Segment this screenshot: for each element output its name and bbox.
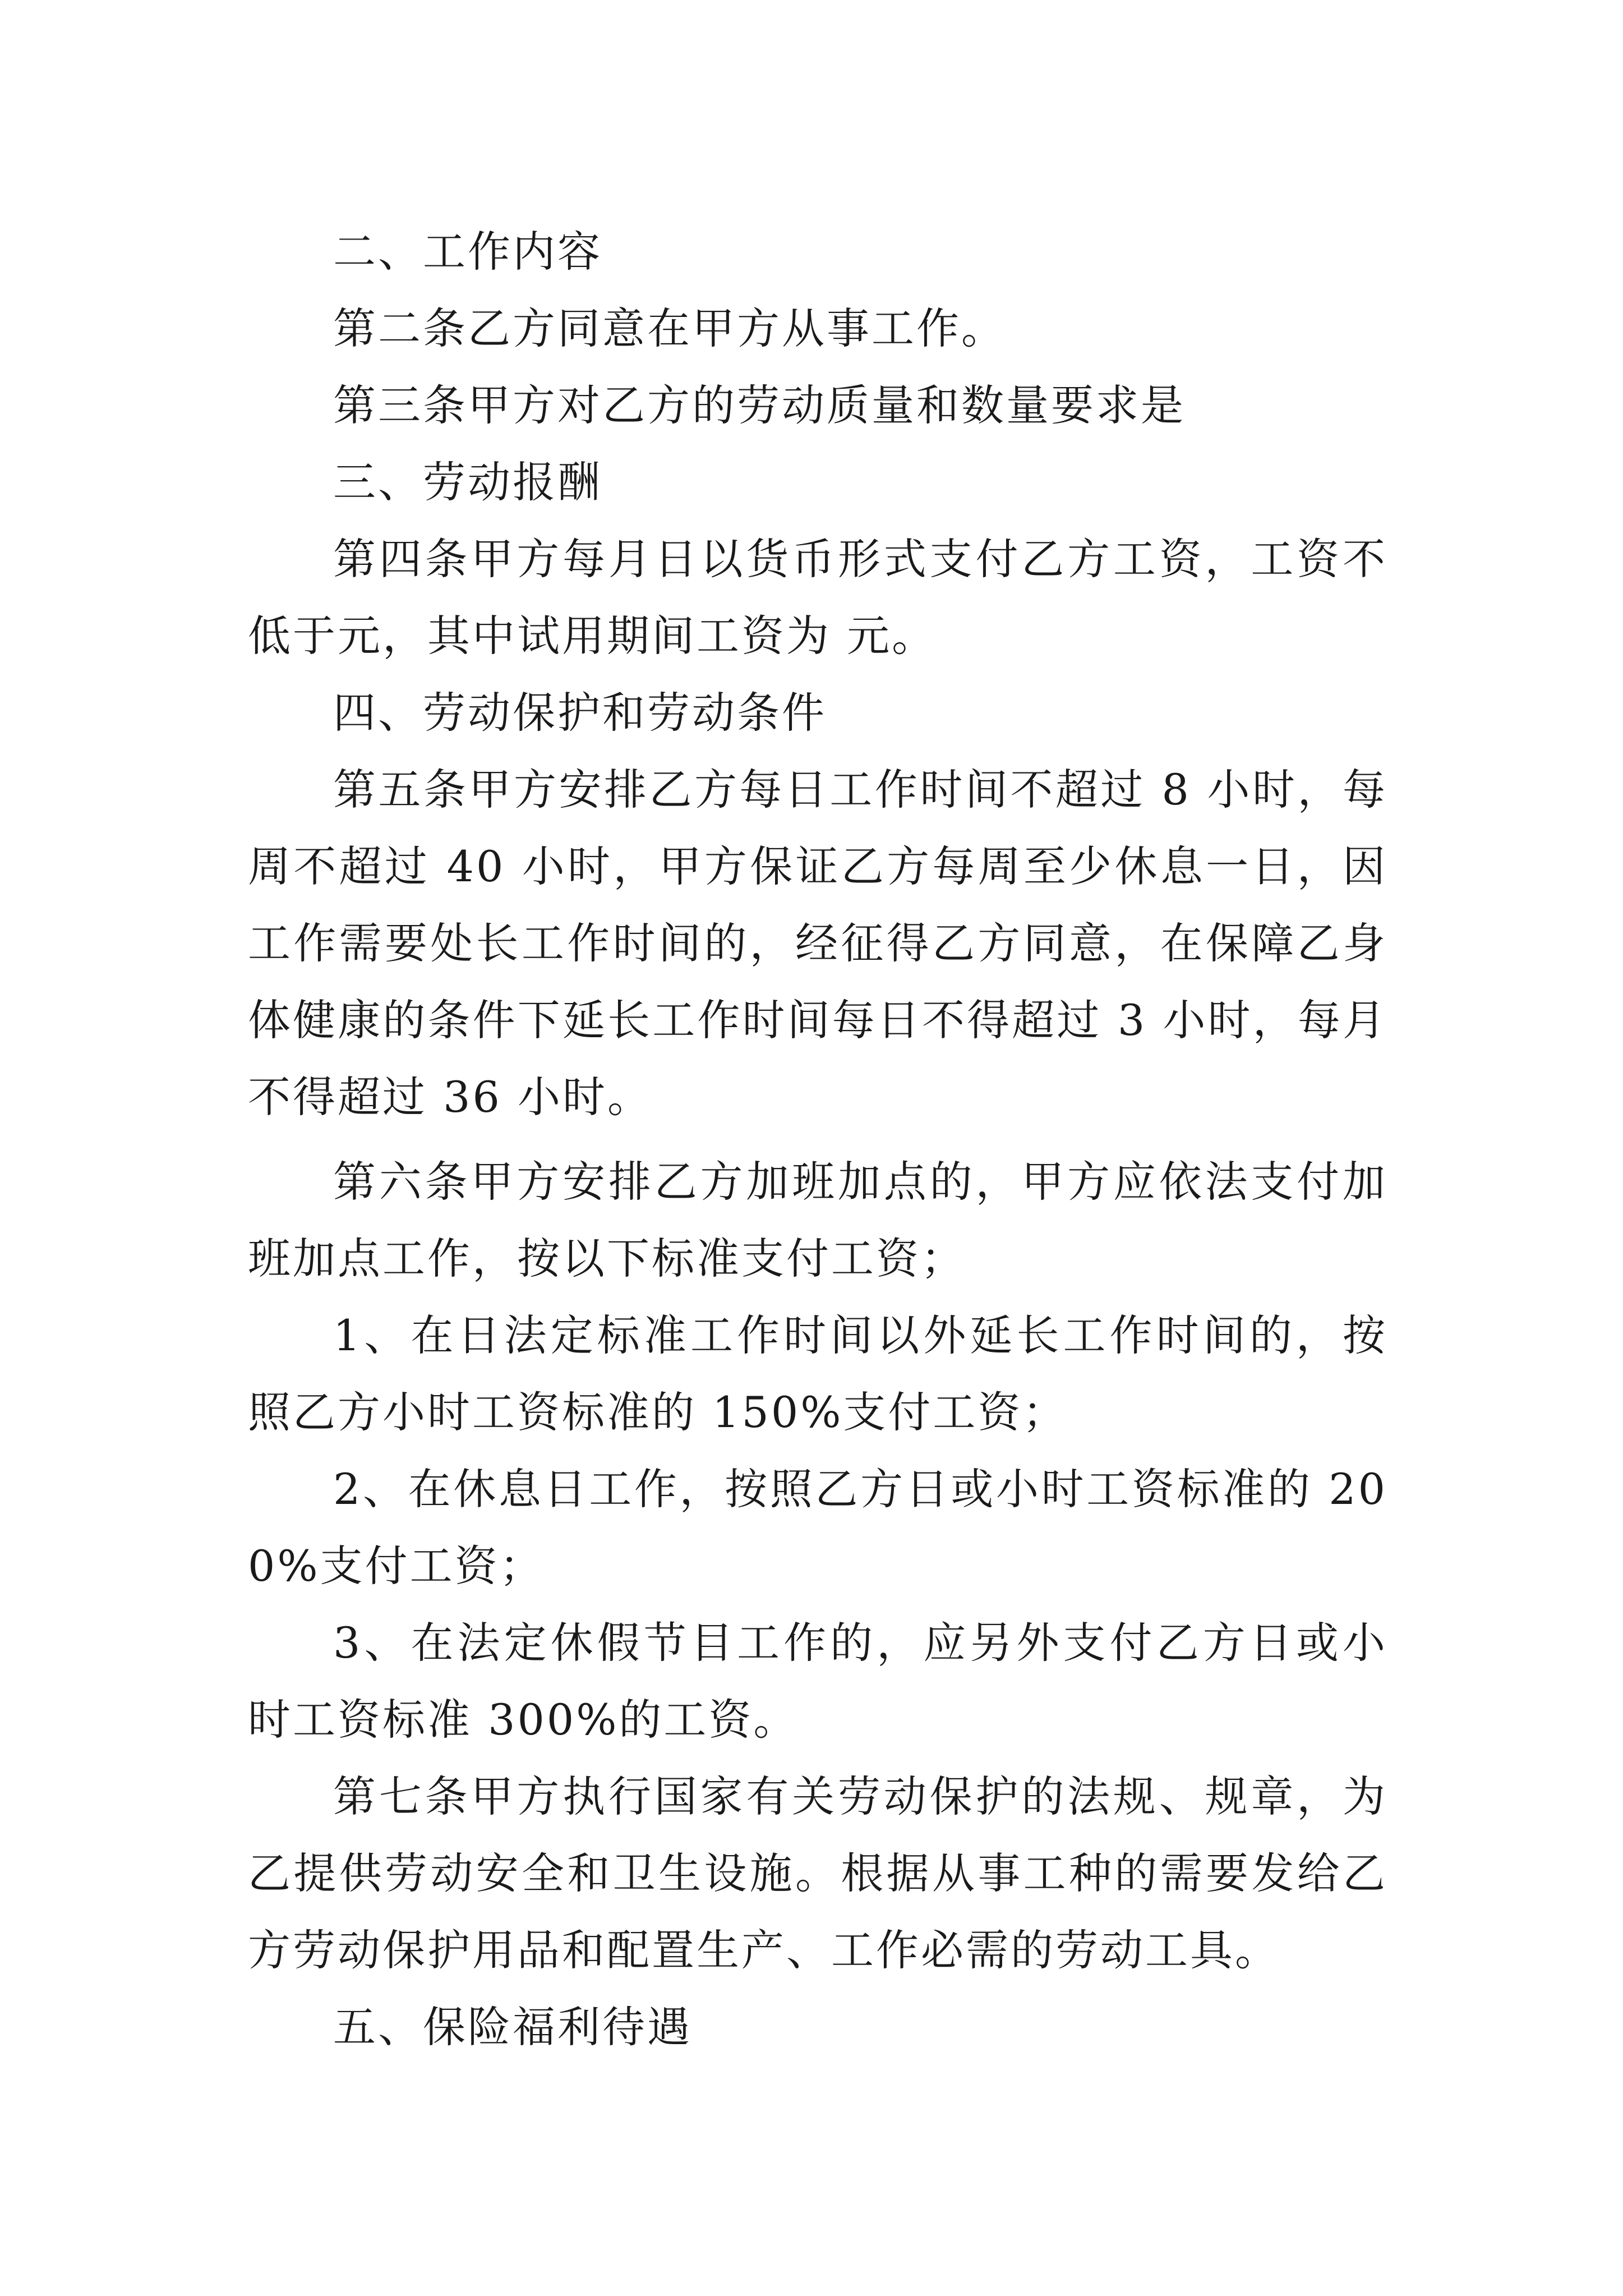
document-body xyxy=(248,213,1387,2065)
section-heading-work-content: 二、工作内容 xyxy=(333,227,602,277)
article-4: 第四条甲方每月日以货币形式支付乙方工资，工资不低于元，其中试用期间工资为 元。 xyxy=(248,534,1387,661)
section-heading-labor-protection: 四、劳动保护和劳动条件 xyxy=(333,688,827,738)
article-3: 第三条甲方对乙方的劳动质量和数量要求是 xyxy=(333,380,1186,430)
section-heading-remuneration: 三、劳动报酬 xyxy=(333,457,602,507)
article-2: 第二条乙方同意在甲方从事工作。 xyxy=(333,303,1006,353)
article-6-item-3: 3、在法定休假节目工作的，应另外支付乙方日或小时工资标准 300%的工资。 xyxy=(248,1618,1387,1745)
article-5: 第五条甲方安排乙方每日工作时间不超过 8 小时，每周不超过 40 小时，甲方保证乙方每周至少休息一日，因工作需要处长工作时间的，经征得乙方同意，在保障乙身体健康的条件下延长工作时间每日不得超过 3 小时，每月不得超过 36 小时。 xyxy=(248,765,1387,1122)
section-heading-insurance-welfare: 五、保险福利待遇 xyxy=(333,2002,692,2052)
article-7: 第七条甲方执行国家有关劳动保护的法规、规章，为乙提供劳动安全和卫生设施。根据从事工种的需要发给乙方劳动保护用品和配置生产、工作必需的劳动工具。 xyxy=(248,1772,1387,1975)
article-6-item-2: 2、在休息日工作，按照乙方日或小时工资标准的 200%支付工资； xyxy=(248,1464,1387,1591)
article-6: 第六条甲方安排乙方加班加点的，甲方应依法支付加班加点工作，按以下标准支付工资； xyxy=(248,1157,1387,1283)
article-6-item-1: 1、在日法定标准工作时间以外延长工作时间的，按照乙方小时工资标准的 150%支付工资； xyxy=(248,1310,1387,1437)
